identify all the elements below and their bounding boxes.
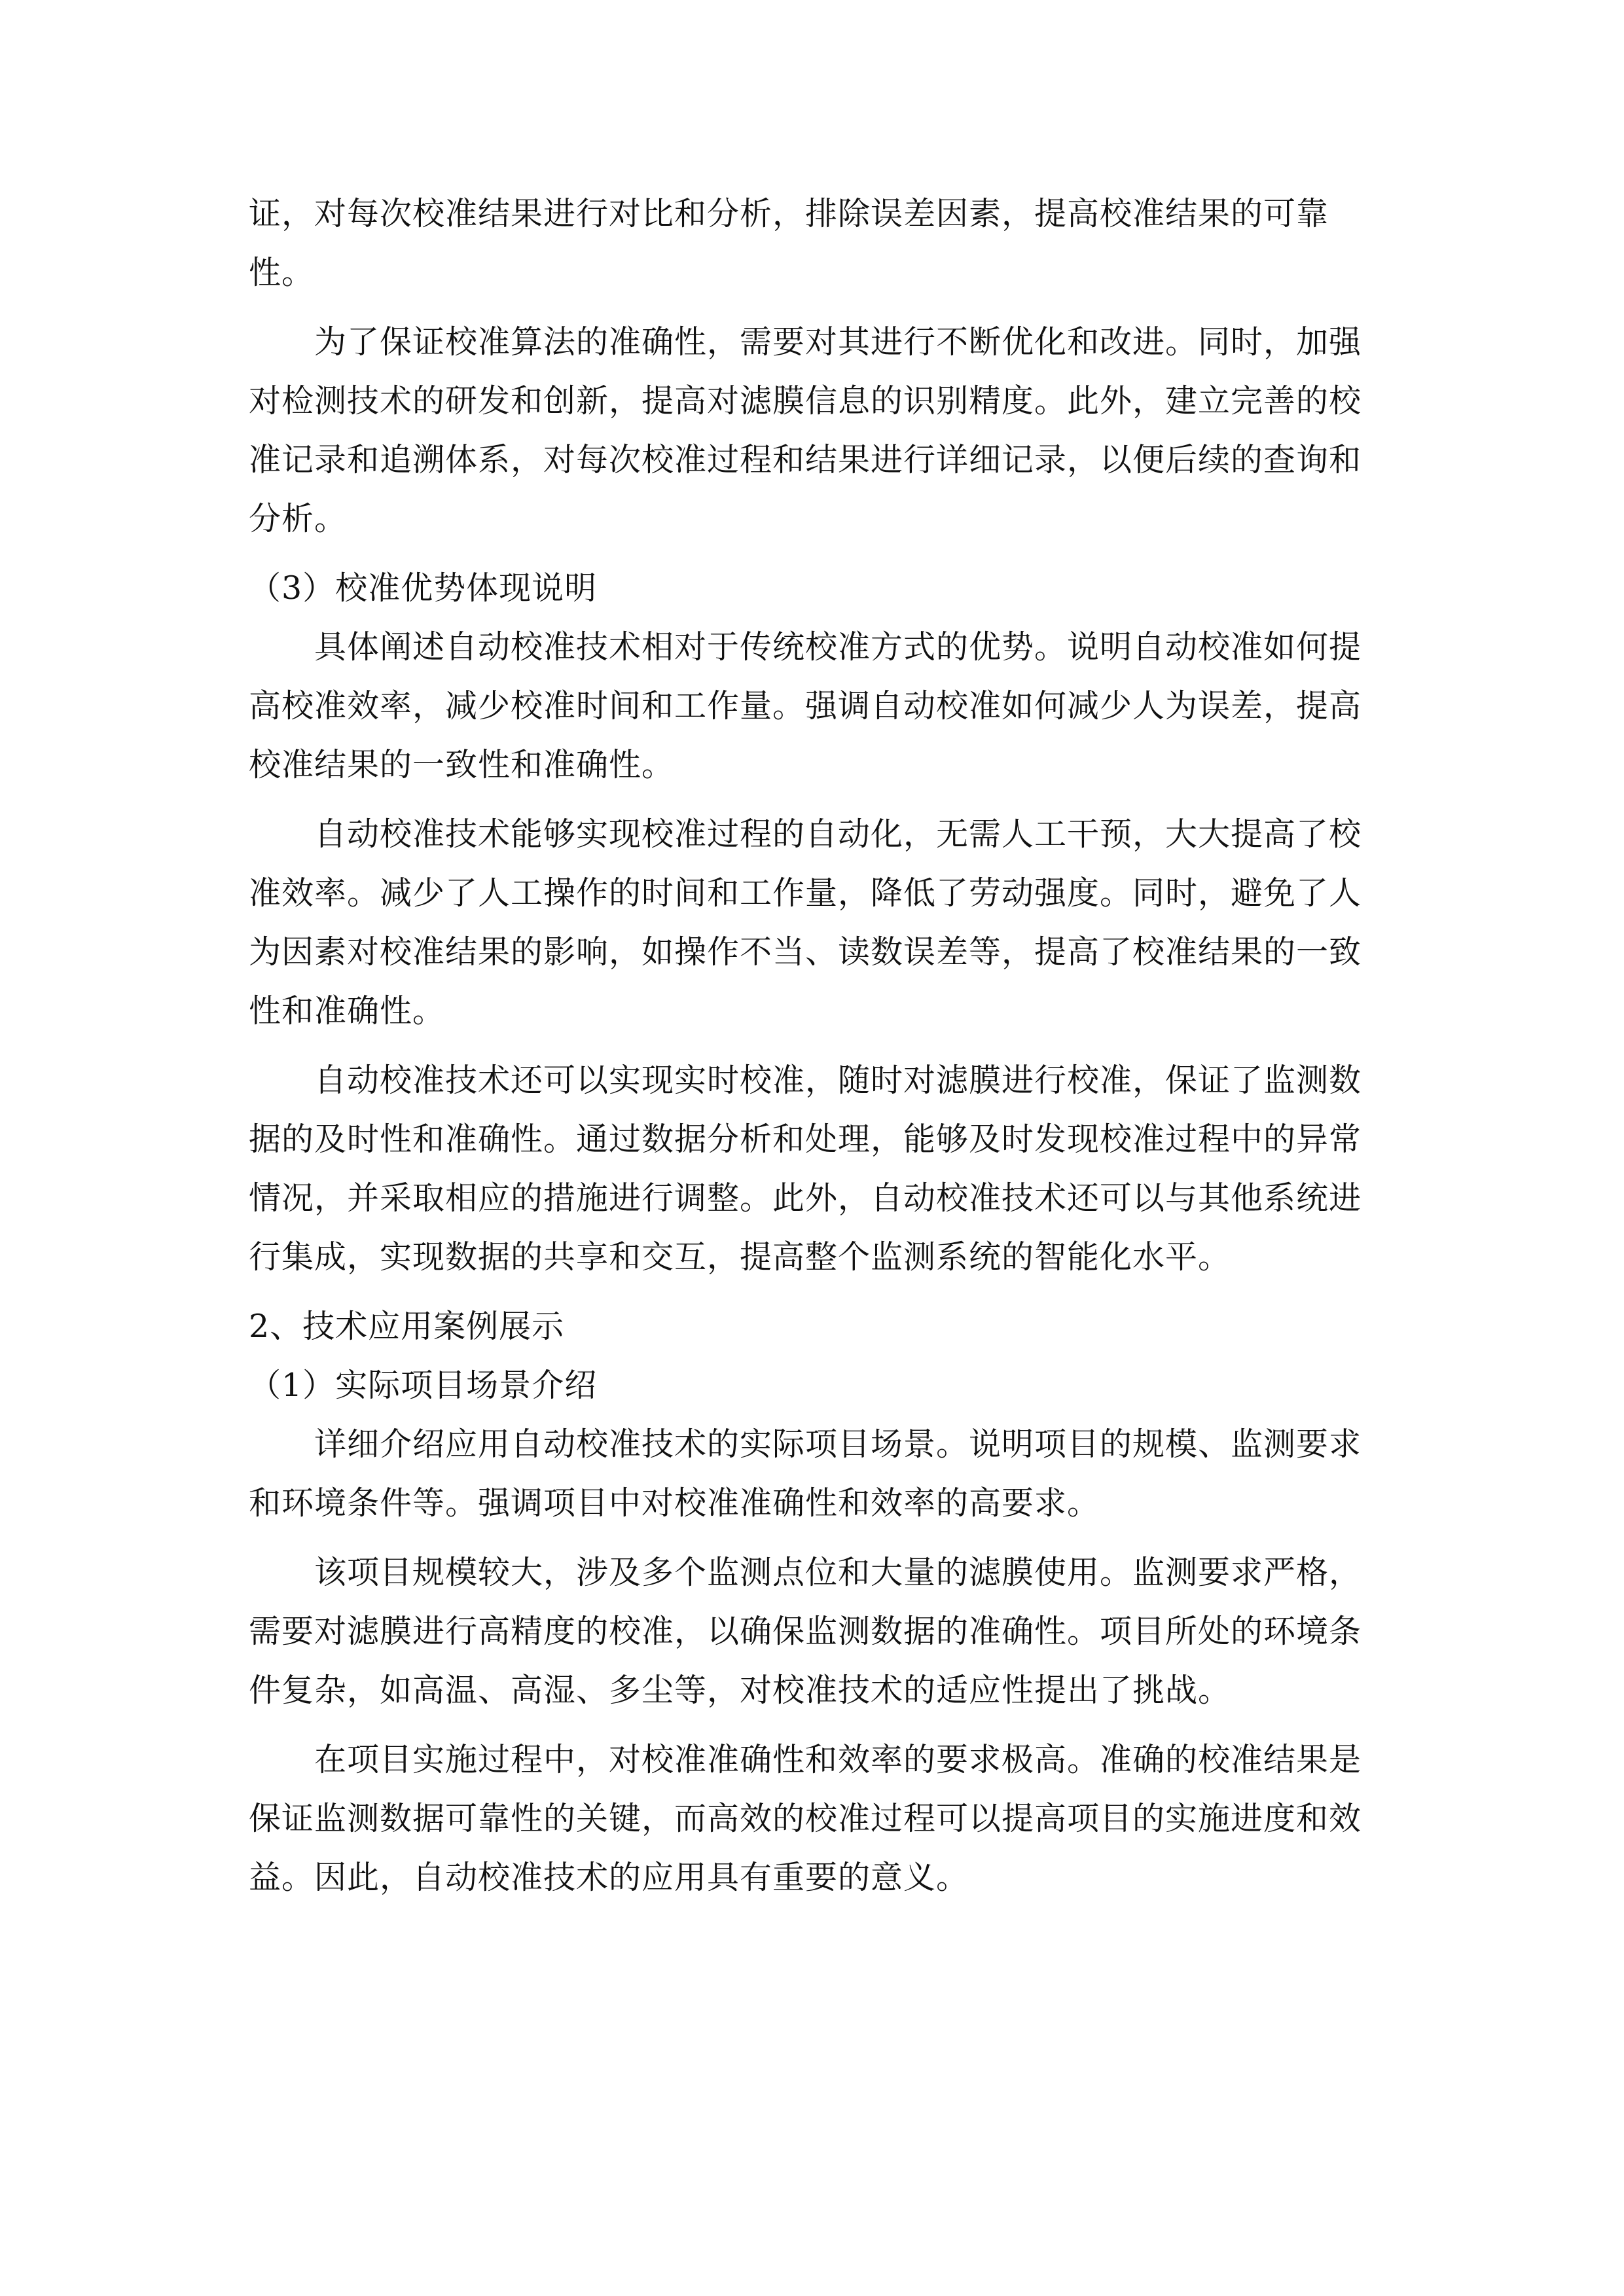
- paragraph-line: 分析。: [249, 500, 348, 537]
- paragraph: [249, 313, 1375, 548]
- section-heading: [249, 1356, 1375, 1415]
- paragraph-line: 情况，并采取相应的措施进行调整。此外，自动校准技术还可以与其他系统进: [249, 1179, 1362, 1217]
- paragraph-line: 和环境条件等。强调项目中对校准准确性和效率的高要求。: [249, 1484, 1100, 1522]
- section-heading: [249, 559, 1375, 618]
- paragraph-line: 益。因此，自动校准技术的应用具有重要的意义。: [249, 1859, 969, 1896]
- section-heading: [249, 1297, 1375, 1356]
- paragraph: [249, 185, 1375, 302]
- paragraph-spacing: [249, 1533, 1375, 1543]
- paragraph-line: 准效率。减少了人工操作的时间和工作量，降低了劳动强度。同时，避免了人: [249, 874, 1362, 912]
- paragraph: [249, 805, 1375, 1041]
- paragraph-spacing: [249, 1287, 1375, 1297]
- heading-text: 2、技术应用案例展示: [249, 1308, 565, 1345]
- paragraph-line: 为因素对校准结果的影响，如操作不当、读数误差等，提高了校准结果的一致: [249, 933, 1362, 971]
- heading-text: （3）校准优势体现说明: [249, 569, 598, 607]
- paragraph: [249, 618, 1375, 795]
- paragraph-spacing: [249, 548, 1375, 559]
- paragraph-line: 件复杂，如高温、高湿、多尘等，对校准技术的适应性提出了挑战。: [249, 1672, 1231, 1709]
- paragraph-line: 自动校准技术能够实现校准过程的自动化，无需人工干预，大大提高了校: [314, 816, 1362, 853]
- paragraph-line: 详细介绍应用自动校准技术的实际项目场景。说明项目的规模、监测要求: [314, 1426, 1362, 1463]
- paragraph-line: 据的及时性和准确性。通过数据分析和处理，能够及时发现校准过程中的异常: [249, 1121, 1362, 1158]
- paragraph-spacing: [249, 1907, 1375, 1918]
- paragraph-spacing: [249, 795, 1375, 805]
- paragraph-line: 高校准效率，减少校准时间和工作量。强调自动校准如何减少人为误差，提高: [249, 687, 1362, 725]
- paragraph: [249, 1543, 1375, 1720]
- paragraph-line: 具体阐述自动校准技术相对于传统校准方式的优势。说明自动校准如何提: [314, 628, 1362, 666]
- paragraph-line: 在项目实施过程中，对校准准确性和效率的要求极高。准确的校准结果是: [314, 1741, 1362, 1778]
- paragraph-line: 对检测技术的研发和创新，提高对滤膜信息的识别精度。此外，建立完善的校: [249, 382, 1362, 420]
- paragraph-line: 行集成，实现数据的共享和交互，提高整个监测系统的智能化水平。: [249, 1238, 1231, 1276]
- paragraph-line: 准记录和追溯体系，对每次校准过程和结果进行详细记录，以便后续的查询和: [249, 441, 1362, 478]
- paragraph-line: 性。: [249, 254, 315, 291]
- paragraph-line: 需要对滤膜进行高精度的校准，以确保监测数据的准确性。项目所处的环境条: [249, 1613, 1362, 1650]
- heading-text: （1）实际项目场景介绍: [249, 1367, 598, 1404]
- paragraph-spacing: [249, 302, 1375, 313]
- paragraph: [249, 1051, 1375, 1287]
- paragraph-line: 性和准确性。: [249, 992, 446, 1030]
- paragraph-spacing: [249, 1720, 1375, 1731]
- paragraph-line: 证，对每次校准结果进行对比和分析，排除误差因素，提高校准结果的可靠: [249, 195, 1329, 232]
- document-page: [249, 185, 1375, 1918]
- paragraph-spacing: [249, 1041, 1375, 1051]
- paragraph-line: 校准结果的一致性和准确性。: [249, 746, 675, 783]
- paragraph-line: 为了保证校准算法的准确性，需要对其进行不断优化和改进。同时，加强: [314, 323, 1362, 361]
- paragraph-line: 自动校准技术还可以实现实时校准，随时对滤膜进行校准，保证了监测数: [314, 1062, 1362, 1099]
- paragraph-line: 该项目规模较大，涉及多个监测点位和大量的滤膜使用。监测要求严格，: [314, 1554, 1362, 1591]
- paragraph-line: 保证监测数据可靠性的关键，而高效的校准过程可以提高项目的实施进度和效: [249, 1800, 1362, 1837]
- paragraph: [249, 1415, 1375, 1533]
- paragraph: [249, 1731, 1375, 1907]
